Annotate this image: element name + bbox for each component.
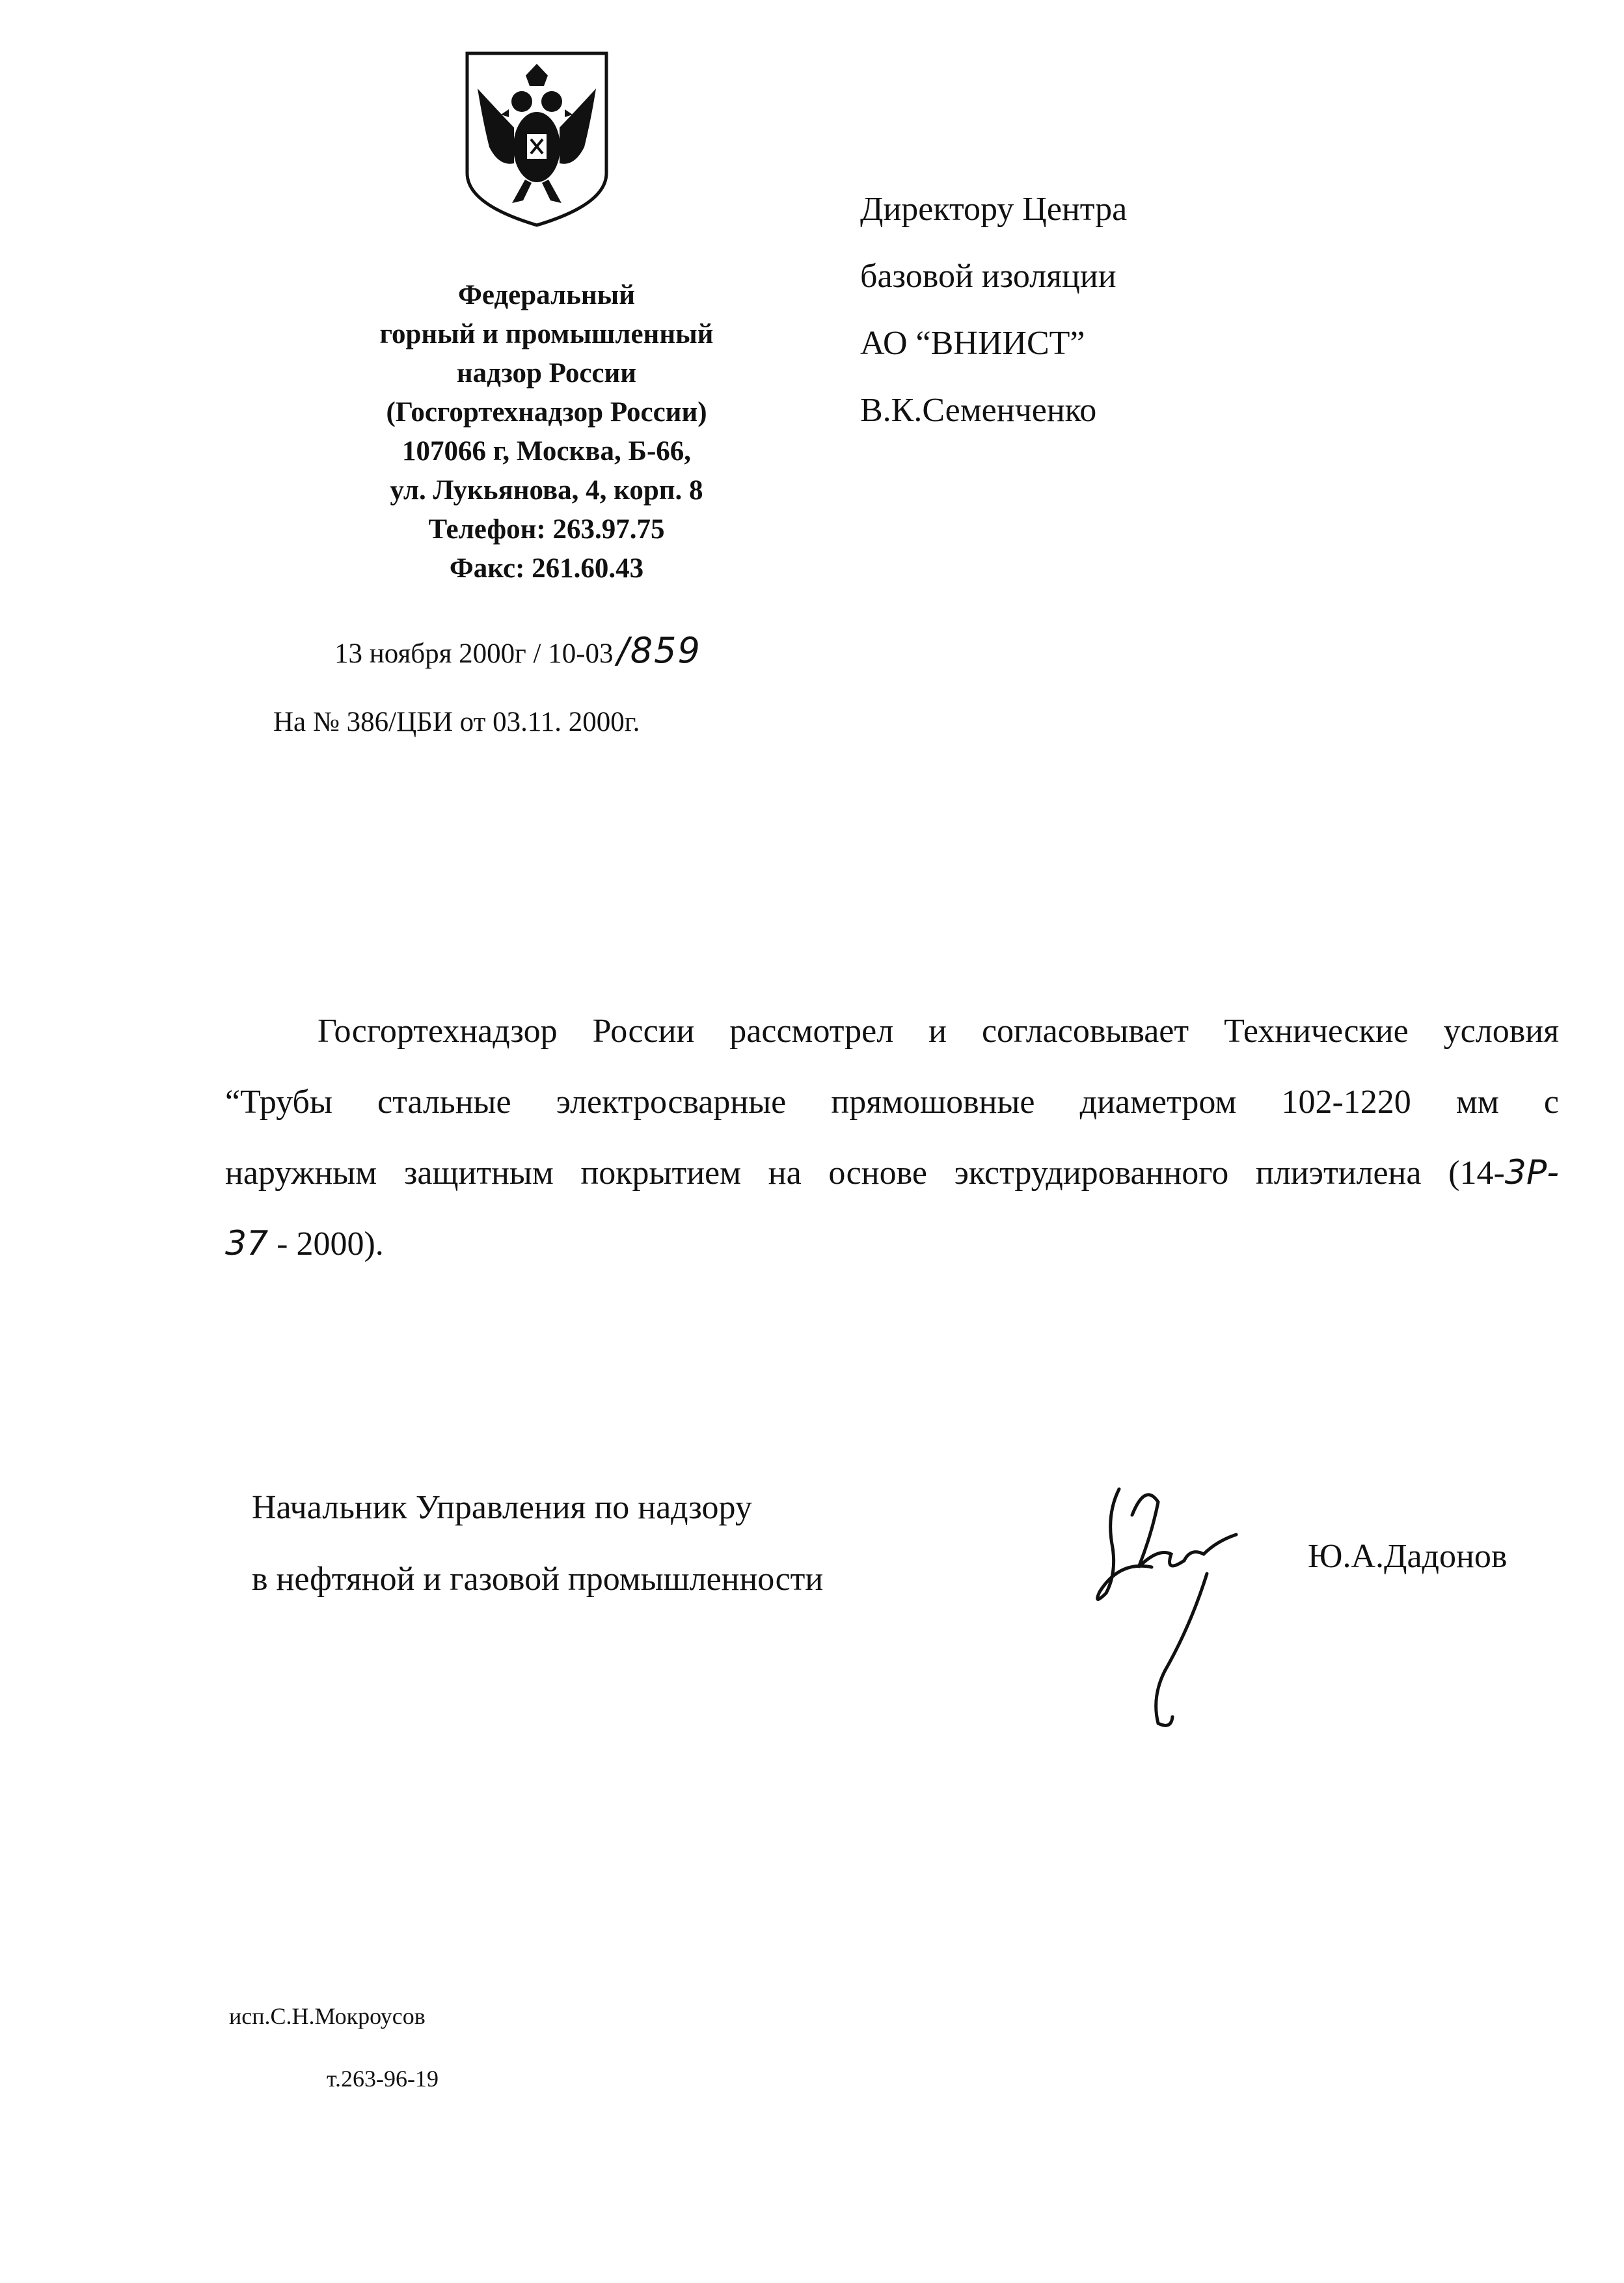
org-phone: Телефон: 263.97.75 <box>428 514 665 545</box>
executor-name: исп.С.Н.Мокроусов <box>229 2003 426 2029</box>
addressee-line: Директору Центра <box>860 191 1128 228</box>
body-line: Госгортехнадзор России рассмотрел и согласовывает Технические условия <box>318 1013 1559 1050</box>
body-line <box>225 1138 1559 1209</box>
addressee-line: базовой изоляции <box>860 258 1116 295</box>
org-address-line: ул. Лукьянова, 4, корп. 8 <box>390 475 703 506</box>
org-line: (Госгортехнадзор России) <box>386 397 707 428</box>
handwritten-signature <box>1093 1476 1243 1736</box>
org-fax: Факс: 261.60.43 <box>449 553 644 584</box>
signatory-position <box>252 1472 823 1615</box>
org-line: горный и промышленный <box>379 319 714 349</box>
body-line-text: наружным защитным покрытием на основе экструдированного плиэтилена (14- <box>225 1155 1505 1192</box>
addressee-block <box>860 176 1127 444</box>
executor-block <box>229 1985 439 2110</box>
org-line: Федеральный <box>457 280 636 310</box>
letter-body <box>225 996 1559 1279</box>
reference-line: На № 386/ЦБИ от 03.11. 2000г. <box>273 707 640 737</box>
addressee-line: АО “ВНИИСТ” <box>860 325 1085 362</box>
org-address-line: 107066 г, Москва, Б-66, <box>401 436 692 467</box>
body-line <box>225 1209 1559 1279</box>
org-line: надзор России <box>456 358 637 389</box>
handwritten-correction: 37 <box>225 1224 269 1263</box>
coat-of-arms-emblem <box>463 49 610 232</box>
outgoing-date-number <box>334 630 701 671</box>
handwritten-correction: 3Р- <box>1504 1153 1559 1192</box>
position-line: в нефтяной и газовой промышленности <box>252 1561 824 1598</box>
organization-header <box>312 276 781 588</box>
signer-name: Ю.А.Дадонов <box>1308 1538 1508 1575</box>
position-line: Начальник Управления по надзору <box>252 1489 752 1526</box>
body-line: “Трубы стальные электросварные прямошовные диаметром 102-1220 мм с <box>225 1084 1559 1121</box>
outgoing-number-handwritten: /859 <box>617 630 701 671</box>
addressee-name: В.К.Семенченко <box>860 392 1097 429</box>
executor-phone: т.263-96-19 <box>327 2066 439 2092</box>
body-line-text: - 2000). <box>268 1225 384 1263</box>
outgoing-date: 13 ноября 2000г / 10-03 <box>334 638 614 669</box>
